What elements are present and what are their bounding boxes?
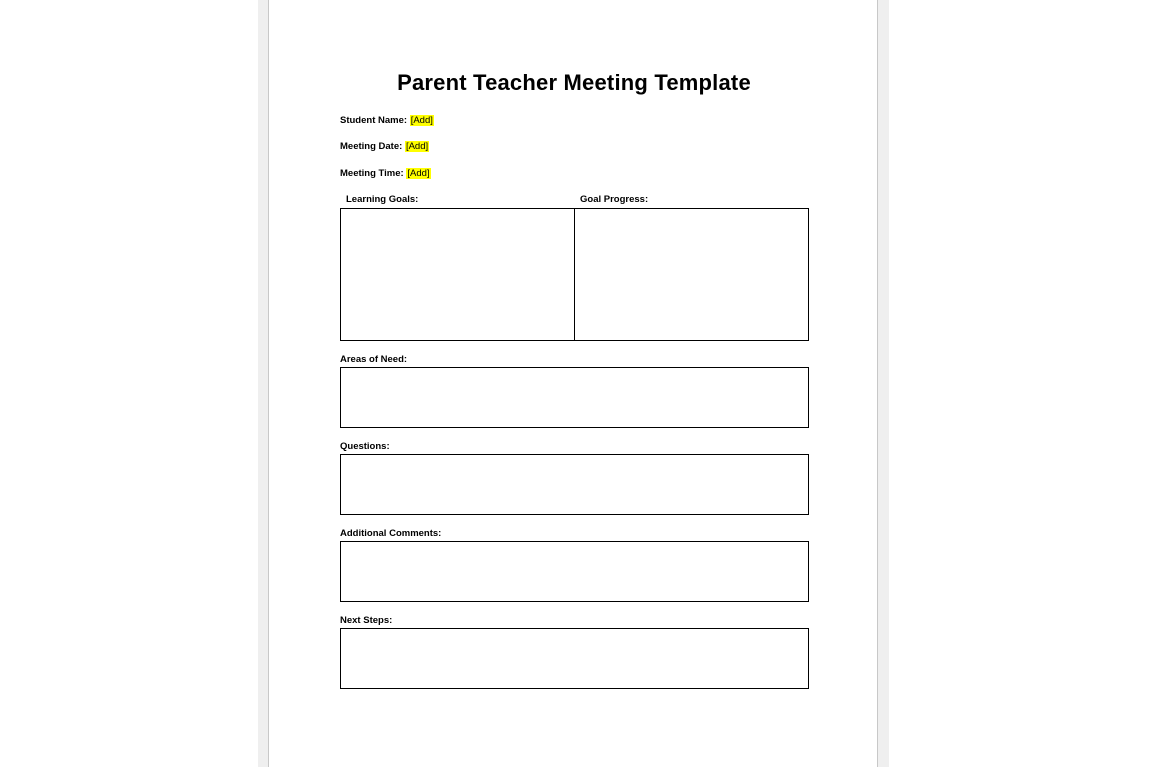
additional-comments-box[interactable] xyxy=(340,541,809,602)
meeting-time-label: Meeting Time: xyxy=(340,168,404,179)
meeting-date-field xyxy=(340,141,429,152)
additional-comments-label: Additional Comments: xyxy=(340,528,442,539)
learning-goals-label: Learning Goals: xyxy=(346,194,419,205)
meeting-time-value[interactable]: [Add] xyxy=(407,168,430,179)
student-name-value[interactable]: [Add] xyxy=(410,115,433,126)
goal-progress-box[interactable] xyxy=(574,208,809,341)
next-steps-box[interactable] xyxy=(340,628,809,689)
areas-of-need-label: Areas of Need: xyxy=(340,354,408,365)
questions-label: Questions: xyxy=(340,441,390,452)
document-page[interactable] xyxy=(268,0,878,767)
areas-of-need-box[interactable] xyxy=(340,367,809,428)
meeting-time-field xyxy=(340,168,431,179)
page-title: Parent Teacher Meeting Template xyxy=(397,70,751,95)
questions-box[interactable] xyxy=(340,454,809,515)
student-name-field xyxy=(340,115,434,126)
meeting-date-label: Meeting Date: xyxy=(340,141,403,152)
student-name-label: Student Name: xyxy=(340,115,408,126)
learning-goals-box[interactable] xyxy=(340,208,575,341)
next-steps-label: Next Steps: xyxy=(340,615,393,626)
goal-progress-label: Goal Progress: xyxy=(580,194,649,205)
meeting-date-value[interactable]: [Add] xyxy=(405,141,429,152)
